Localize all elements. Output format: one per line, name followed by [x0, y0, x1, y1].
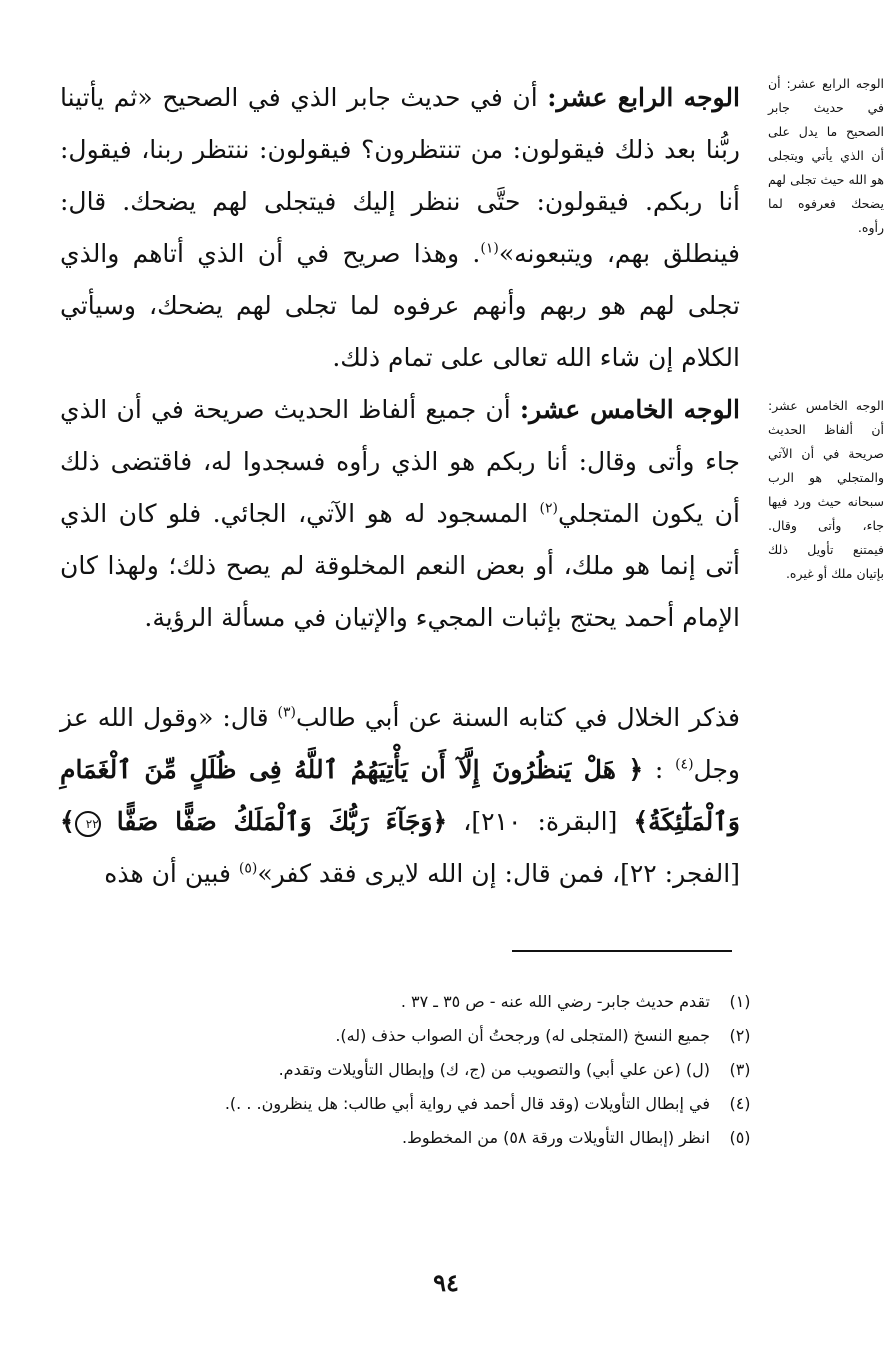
- paragraph-text: قال: «وقول الله عز وجل: [60, 703, 740, 784]
- paragraph-text: فمن قال: إن الله لايرى فقد كفر»: [257, 859, 605, 888]
- footnote-item: [60, 1019, 760, 1053]
- footnote-divider: [512, 950, 732, 952]
- footnote-ref[interactable]: (٢): [539, 500, 558, 517]
- footnote-item: [60, 1087, 760, 1121]
- footnote-text: في إبطال التأويلات (وقد قال أحمد في رواية أبي طالب: هل ينظرون. . .).: [224, 1094, 710, 1113]
- footnote-number: (٣): [729, 1060, 751, 1079]
- paragraph-text: :: [654, 755, 664, 784]
- paragraph-text: أن جميع ألفاظ الحديث صريحة في أن الذي جاء وأتى وقال: أنا ربكم هو الذي رأوه فسجدوا له، فاقتضى ذلك أن يكون المتجلي: [60, 395, 740, 528]
- footnote-text: انظر (إبطال التأويلات ورقة ٥٨) من المخطوط.: [402, 1128, 710, 1147]
- footnote-number: (٤): [729, 1094, 751, 1113]
- footnote-text: تقدم حديث جابر- رضي الله عنه - ص ٣٥ ـ ٣٧ .: [400, 992, 710, 1011]
- paragraph-text: فبين أن هذه: [104, 859, 231, 888]
- paragraph-text: أن في حديث جابر الذي في الصحيح «ثم يأتينا ربُّنا بعد ذلك فيقولون: من تنتظرون؟ فيقولون: ننتظر ربنا، فيقول: أنا ربكم. فيقولون: حتَّى ننظر إليك فيتجلى لهم يضحك. قال: فينطلق بهم، ويتبعونه»: [60, 83, 740, 268]
- footnote-ref[interactable]: (٤): [675, 756, 694, 773]
- footnote-ref[interactable]: (١): [480, 240, 499, 257]
- page-number: ٩٤: [433, 1268, 459, 1297]
- paragraph-fifteenth-aspect: [60, 384, 740, 644]
- footnote-number: (٥): [729, 1128, 751, 1147]
- paragraph-heading: الوجه الرابع عشر:: [547, 83, 740, 112]
- footnote-number: (١): [729, 992, 751, 1011]
- ayah-number-icon: ٢٢: [75, 811, 101, 837]
- footnote-item: [60, 985, 760, 1019]
- quran-verse-close: ﴾: [60, 807, 75, 836]
- footnote-ref[interactable]: (٣): [277, 704, 297, 721]
- paragraph-text: المسجود له هو الآتي، الجائي. فلو كان الذي أتى إنما هو ملك، أو بعض النعم المخلوقة لم يصح ذلك؛ ولهذا كان الإمام أحمد يحتج بإثبات المجيء والإتيان في مسألة الرؤية.: [60, 499, 740, 632]
- footnotes-list: [60, 985, 760, 1155]
- margin-note-fifteenth: الوجه الخامس عشر: أن ألفاظ الحديث صريحة في أن الآتي والمتجلي هو الرب سبحانه حيث ورد فيها جاء، وأتى وقال. فيمتنع تأويل ذلك بإتيان ملك أو غيره.: [768, 398, 884, 581]
- verse-citation: [البقرة: ٢١٠]،: [463, 807, 618, 836]
- margin-note-fourteenth: الوجه الرابع عشر: أن في حديث جابر الصحيح ما يدل على أن الذي يأتي ويتجلى هو الله حيث تجلى لهم يضحك فعرفوه لما رأوه.: [768, 76, 884, 235]
- footnote-text: جميع النسخ (المتجلى له) ورجحتُ أن الصواب حذف (له).: [335, 1026, 710, 1045]
- footnote-ref[interactable]: (٥): [238, 860, 258, 877]
- paragraph-heading: الوجه الخامس عشر:: [519, 395, 740, 424]
- footnote-item: [60, 1053, 760, 1087]
- paragraph-khallal-quote: [60, 692, 740, 900]
- paragraph-fourteenth-aspect: [60, 72, 740, 384]
- paragraph-text: . وهذا صريح في أن الذي أتاهم والذي تجلى لهم هو ربهم وأنهم عرفوه لما تجلى لهم يضحك، وسيأتي الكلام إن شاء الله تعالى على تمام ذلك.: [60, 239, 740, 372]
- quran-verse: ﴿ هَلْ يَنظُرُونَ إِلَّآ أَن يَأْتِيَهُمُ ٱللَّهُ فِى ظُلَلٍ مِّنَ ٱلْغَمَامِ وَٱلْمَلَٰٓئِكَةُ﴾: [60, 755, 740, 836]
- footnote-text: (ل) (عن علي أبي) والتصويب من (ج، ك) وإبطال التأويلات وتقدم.: [278, 1060, 710, 1079]
- footnote-number: (٢): [729, 1026, 751, 1045]
- footnote-item: [60, 1121, 760, 1155]
- verse-citation: [الفجر: ٢٢]،: [612, 859, 740, 888]
- paragraph-text: فذكر الخلال في كتابه السنة عن أبي طالب: [296, 703, 740, 732]
- quran-verse: ﴿وَجَآءَ رَبُّكَ وَٱلْمَلَكُ صَفًّا صَفًّا: [116, 807, 448, 836]
